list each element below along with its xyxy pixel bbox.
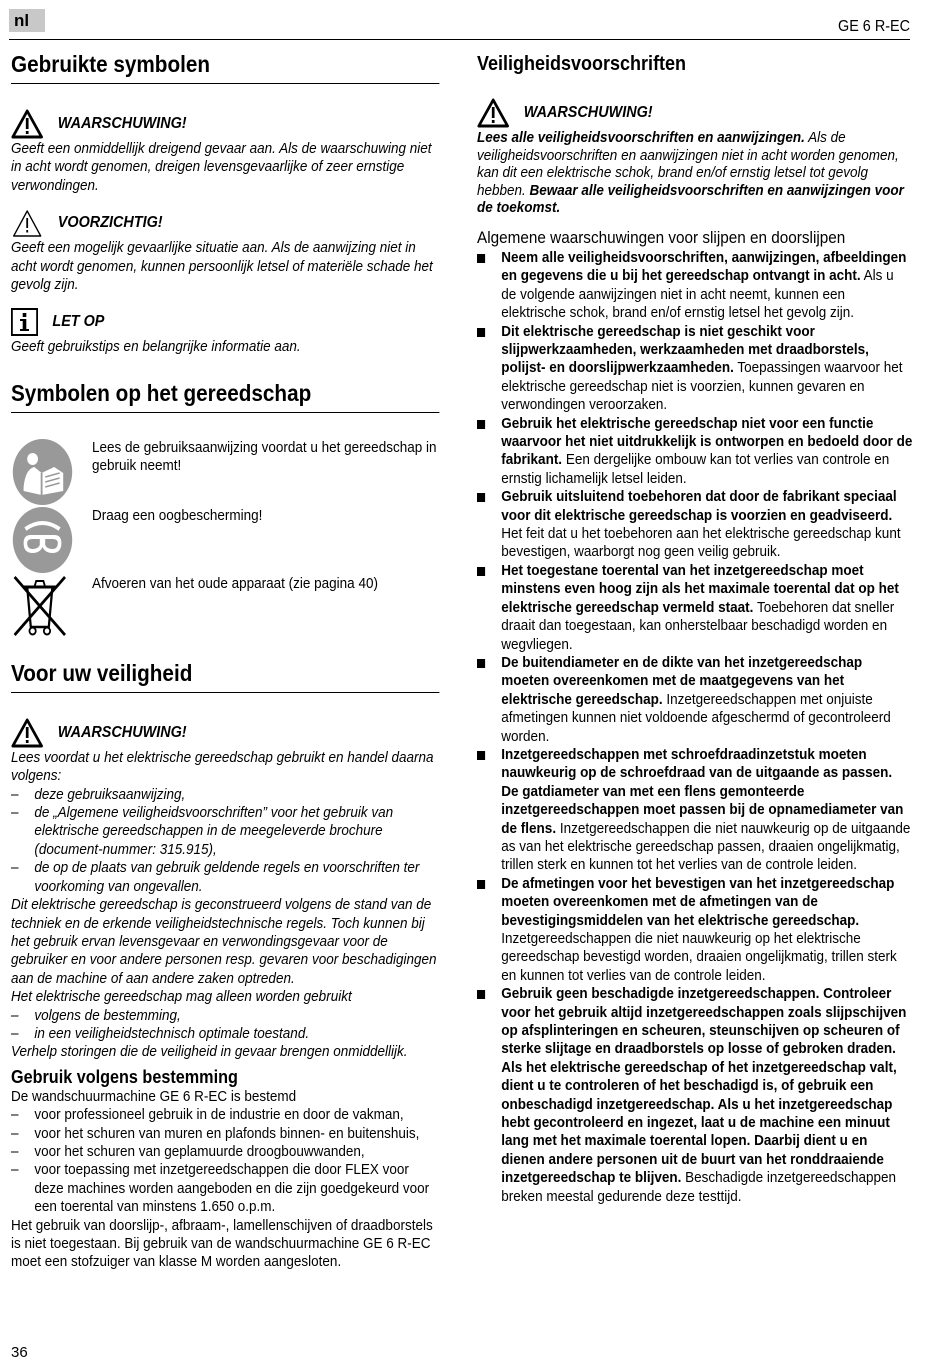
list-item: Dit elektrische gereedschap is niet geschikt voor slijpwerkzaamheden, werkzaamheden met draadborstels, polijst- en doorslijpwerkzaamheden. Toepassingen waarvoor het elektrische gereedschap niet is voorzien, kunnen gevaren en verwondingen veroorzaken. — [477, 323, 912, 415]
model-name: GE 6 R-EC — [837, 18, 910, 35]
safety-paragraph: Verhelp storingen die de veiligheid in gevaar brengen onmiddellijk. — [11, 1043, 408, 1061]
intended-use-section — [11, 1088, 439, 1272]
info-icon — [11, 308, 38, 336]
tool-symbol-row — [11, 573, 439, 655]
caution-text: Geeft een mogelijk gevaarlijke situatie aan. Als de aanwijzing niet in acht wordt genomen, kunnen persoonlijk letsel of materiële schade het gevolg zijn. — [11, 239, 433, 294]
warning-triangle-icon — [477, 98, 509, 128]
general-warnings-list — [477, 249, 912, 1206]
warning-bold: Lees alle veiligheidsvoorschriften en aanwijzingen. — [477, 129, 805, 146]
safety-paragraph: Het elektrische gereedschap mag alleen worden gebruikt — [11, 988, 352, 1006]
tool-symbol-row — [11, 437, 439, 505]
right-warning-heading — [477, 97, 912, 129]
safety-rules-title: Veiligheidsvoorschriften — [477, 53, 687, 75]
safety-list — [11, 786, 439, 896]
symbols-title: Gebruikte symbolen — [11, 50, 439, 84]
weee-bin-icon — [11, 573, 69, 639]
safety-intro: Lees voordat u het elektrische gereedschap gebruikt en handel daarna volgens: — [11, 748, 434, 785]
header-rule — [9, 39, 910, 40]
caution-triangle-icon — [11, 208, 43, 238]
right-warning-text — [477, 129, 912, 217]
safety-list-2 — [11, 1007, 439, 1044]
intended-list — [11, 1106, 439, 1216]
list-item: – de „Algemene veiligheidsvoorschriften” voor het gebruik van elektrische gereedschappen in de meegeleverde brochure (document-nummer: 315.915), — [11, 804, 439, 859]
list-item: De buitendiameter en de dikte van het inzetgereedschap moeten overeenkomen met de maatgegevens van het elektrische gereedschap. Inzetgereedschappen met onjuiste afmetingen kunnen niet voldoende afgeschermd of gecontroleerd worden. — [477, 654, 912, 746]
warning-bold: Bewaar alle veiligheidsvoorschriften en aanwijzingen voor de toekomst. — [477, 181, 904, 217]
read-manual-icon — [11, 437, 74, 507]
intended-intro: De wandschuurmachine GE 6 R-EC is bestemd — [11, 1087, 297, 1105]
tool-symbols-title: Symbolen op het gereedschap — [11, 379, 439, 413]
list-item: Neem alle veiligheidsvoorschriften, aanwijzingen, afbeeldingen en gegevens die u bij het gereedschap ontvangt in acht. Als u de volgende aanwijzingen niet in acht neemt, kunnen een elektrische schok, brand en/of ernstig letsel het gevolg zijn. — [477, 249, 912, 323]
safety-section — [11, 749, 439, 1062]
warning-triangle-icon — [11, 718, 43, 748]
list-item: Gebruik uitsluitend toebehoren dat door de fabrikant speciaal voor dit elektrische gereedschap is voorzien en geadviseerd. Het feit dat u het toebehoren aan het elektrische gereedschap kunt bevestigen, waarborgt nog geen veilig gebruik. — [477, 488, 912, 562]
list-item: – voor het schuren van geplamuurde droogbouwwanden, — [11, 1143, 439, 1161]
list-item: – in een veiligheidstechnisch optimale toestand. — [11, 1025, 439, 1043]
caution-label: VOORZICHTIG! — [57, 214, 163, 232]
tool-symbol-text: Lees de gebruiksaanwijzing voordat u het gereedschap in gebruik neemt! — [92, 438, 437, 475]
eye-protection-icon — [11, 505, 74, 575]
language-tab: nl — [9, 9, 45, 32]
tool-symbol-row — [11, 505, 439, 573]
list-item: Gebruik geen beschadigde inzetgereedschappen. Controleer voor het gebruik altijd inzetgereedschappen zoals slijpschijven op afsplinteringen en scheuren, steunschijven op scheuren of sterke slijtage en draadborstels op losse of gebroken draden. Als het elektrische gereedschap of het inzetgereedschap valt, dient u te controleren of het beschadigd is, of gebruik een onbeschadigd inzetgereedschap. Als u het inzetgereedschap hebt gecontroleerd en ingezet, laat u de machine een minuut lang met het maximale toerental lopen. Daarbij dient u en dienen andere personen uit de buurt van het ronddraaiende inzetgereedschap te blijven. Beschadigde inzetgereedschappen breken meestal gedurende deze testtijd. — [477, 985, 912, 1206]
list-item: – voor professioneel gebruik in de industrie en door de vakman, — [11, 1106, 439, 1124]
tool-symbol-text: Draag een oogbescherming! — [92, 506, 263, 524]
note-heading — [11, 306, 439, 338]
list-item: Het toegestane toerental van het inzetgereedschap moet minstens even hoog zijn als het maximale toerental dat op het elektrische gereedschap vermeld staat. Toebehoren dat sneller draait dan toegestaan, kan onherstelbaar beschadigd worden en wegvliegen. — [477, 562, 912, 654]
note-text: Geeft gebruikstips en belangrijke informatie aan. — [11, 338, 301, 356]
intended-outro: Het gebruik van doorslijp-, afbraam-, lamellenschijven of draadborstels is niet toegestaan. Bij gebruik van de wandschuurmachine GE 6 R-EC moet een stofzuiger van klasse M worden aangesloten. — [11, 1216, 433, 1271]
general-warnings-title: Algemene waarschuwingen voor slijpen en doorslijpen — [477, 227, 846, 247]
safety-title: Voor uw veiligheid — [11, 659, 439, 693]
safety-warning-label: WAARSCHUWING! — [57, 723, 187, 741]
warning-triangle-icon — [11, 109, 43, 139]
list-item: Gebruik het elektrische gereedschap niet voor een functie waarvoor het niet uitdrukkelijk is ontworpen en bedoeld door de fabrikant. Een dergelijke ombouw kan tot verlies van controle en ernstig lichamelijk letsel leiden. — [477, 415, 912, 489]
warning-body: Als de veiligheidsvoorschriften en aanwijzingen niet in acht worden genomen, kan dit een elektrische schok, brand en/of ernstig letsel tot gevolg hebben. — [477, 129, 899, 199]
warning-label: WAARSCHUWING! — [57, 114, 187, 132]
intended-use-title: Gebruik volgens bestemming — [11, 1066, 238, 1087]
list-item: Inzetgereedschappen met schroefdraadinzetstuk moeten nauwkeurig op de schroefdraad van de uitgaande as passen. De gatdiameter van met een flens gemonteerde inzetgereedschappen moet passen bij de opnamediameter van de flens. Inzetgereedschappen die niet nauwkeurig op de uitgaande as van het elektrische gereedschap passen, draaien ongelijkmatig, trillen sterk en kunnen tot het verlies van de controle leiden. — [477, 746, 912, 875]
note-label: LET OP — [52, 313, 105, 331]
caution-heading — [11, 207, 439, 239]
list-item: – voor toepassing met inzetgereedschappen die door FLEX voor deze machines worden aangeboden en die zijn goedgekeurd voor een toerental van minstens 1.650 o.p.m. — [11, 1161, 439, 1216]
left-column — [11, 50, 439, 1272]
right-column — [477, 50, 912, 1206]
tool-symbol-text: Afvoeren van het oude apparaat (zie pagina 40) — [92, 574, 378, 592]
safety-warning-heading — [11, 717, 439, 749]
safety-paragraph: Dit elektrische gereedschap is geconstrueerd volgens de stand van de techniek en de erkende veiligheidstechnische regels. Toch kunnen bij het gebruik ervan levensgevaar en verwondingsgevaar voor de gebruiker en voor andere personen resp. gevaren voor beschadigingen aan de machine of aan andere zaken optreden. — [11, 896, 437, 987]
list-item: – de op de plaats van gebruik geldende regels en voorschriften ter voorkoming van ongevallen. — [11, 859, 439, 896]
list-item: – voor het schuren van muren en plafonds binnen- en buitenshuis, — [11, 1125, 439, 1143]
right-warning-label: WAARSCHUWING! — [523, 103, 653, 121]
list-item: – deze gebruiksaanwijzing, — [11, 786, 439, 804]
list-item: De afmetingen voor het bevestigen van het inzetgereedschap moeten overeenkomen met de afmetingen van de bevestigingsmiddelen van het elektrische gereedschap. Inzetgereedschappen die niet nauwkeurig op het elektrische gereedschap bevestigd worden, draaien ongelijkmatig, trillen sterk en kunnen tot verlies van de controle leiden. — [477, 875, 912, 985]
page-number: 36 — [11, 1344, 28, 1361]
warning-heading — [11, 108, 439, 140]
warning-text: Geeft een onmiddellijk dreigend gevaar aan. Als de waarschuwing niet in acht wordt genomen, dreigen levensgevaarlijke of zeer ernstige verwondingen. — [11, 140, 432, 194]
list-item: – volgens de bestemming, — [11, 1007, 439, 1025]
